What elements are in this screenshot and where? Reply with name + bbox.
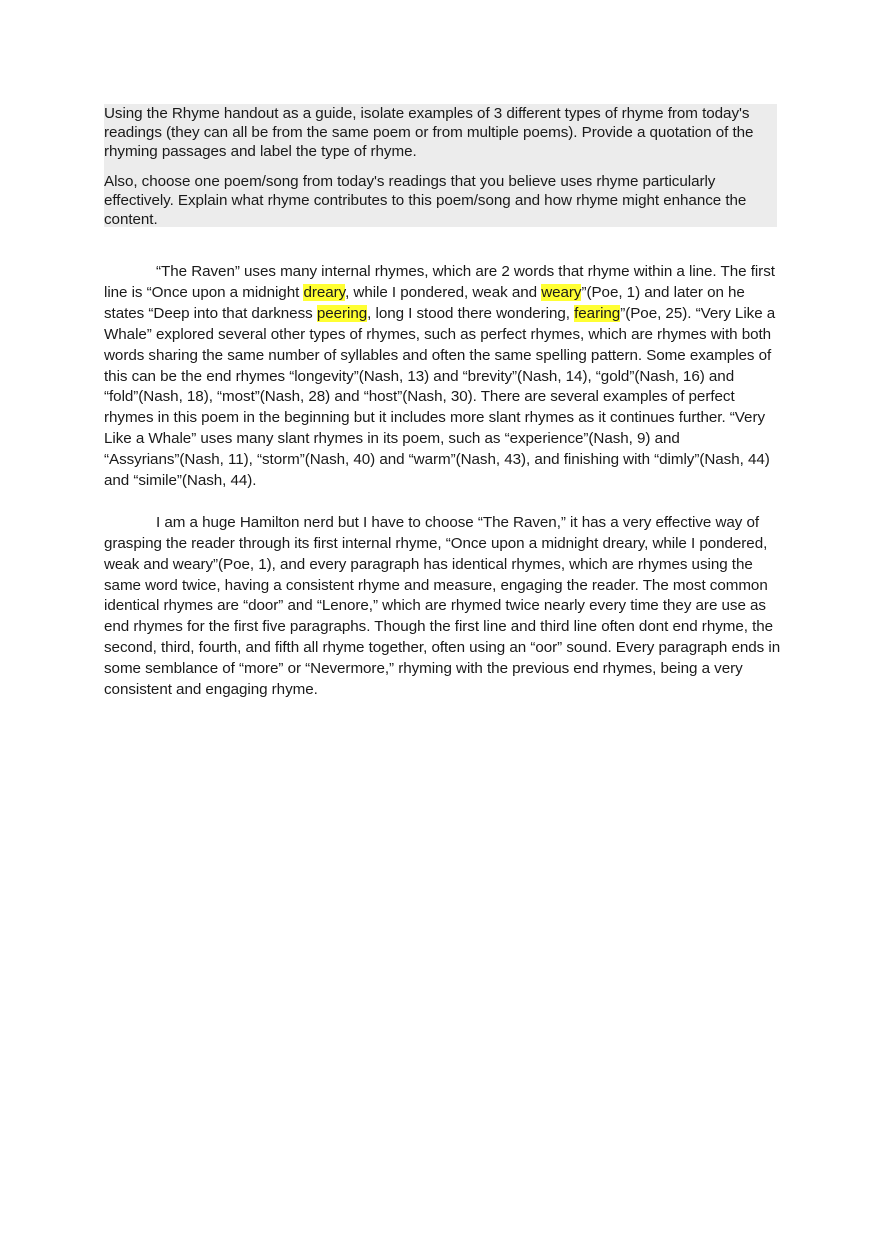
prompt-paragraph-2: Also, choose one poem/song from today's readings that you believe uses rhyme particularly effectively. Explain what rhyme contributes to this poem/song and how rhyme might enhance the content.: [104, 173, 747, 228]
highlighted-word-weary: weary: [541, 283, 582, 301]
highlighted-word-fearing: fearing: [574, 304, 621, 322]
assignment-prompt: [104, 104, 764, 229]
highlighted-word-dreary: dreary: [303, 283, 346, 301]
paragraph-1-text-b: , while I pondered, weak and: [345, 283, 542, 301]
response-paragraph-1: [104, 262, 784, 492]
highlighted-word-peering: peering: [316, 304, 368, 322]
prompt-paragraph-1: Using the Rhyme handout as a guide, isolate examples of 3 different types of rhyme from today's readings (they can all be from the same poem or from multiple poems). Provide a quotation of the rhyming passages and label the type of rhyme.: [104, 105, 754, 160]
student-response: [104, 262, 784, 701]
paragraph-1-text-e: ”(Poe, 25). “Very Like a Whale” explored several other types of rhymes, such as perfect rhymes, which are rhymes with both words sharing the same number of syllables and often the same spelling pattern. Some examples of this can be the end rhymes “longevity”(Nash, 13) and “brevity”(Nash, 14), “gold”(Nash, 16) and “fold”(Nash, 18), “most”(Nash, 28) and “host”(Nash, 30). There are several examples of perfect rhymes in this poem in the beginning but it includes more slant rhymes as it continues further. “Very Like a Whale” uses many slant rhymes in its poem, such as “experience”(Nash, 9) and “Assyrians”(Nash, 11), “storm”(Nash, 40) and “warm”(Nash, 43), and finishing with “dimly”(Nash, 44) and “simile”(Nash, 44).: [104, 304, 776, 490]
paragraph-1-text-d: , long I stood there wondering,: [367, 304, 575, 322]
paragraph-1-text-c: ”(Poe, 1) and later on he states “Deep into that darkness: [104, 283, 745, 322]
response-paragraph-2: I am a huge Hamilton nerd but I have to choose “The Raven,” it has a very effective way of grasping the reader through its first internal rhyme, “Once upon a midnight dreary, while I pondered, weak and weary”(Poe, 1), and every paragraph has identical rhymes, which are rhymes using the same word twice, having a consistent rhyme and measure, engaging the reader. The most common identical rhymes are “door” and “Lenore,” which are rhymed twice nearly every time they are use as end rhymes for the first five paragraphs. Though the first line and third line often dont end rhyme, the second, third, fourth, and fifth all rhyme together, often using an “oor” sound. Every paragraph ends in some semblance of “more” or “Nevermore,” rhyming with the previous end rhymes, being a very consistent and engaging rhyme.: [104, 513, 781, 699]
paragraph-1-text-a: “The Raven” uses many internal rhymes, which are 2 words that rhyme within a line. The first line is “Once upon a midnight: [104, 263, 775, 301]
